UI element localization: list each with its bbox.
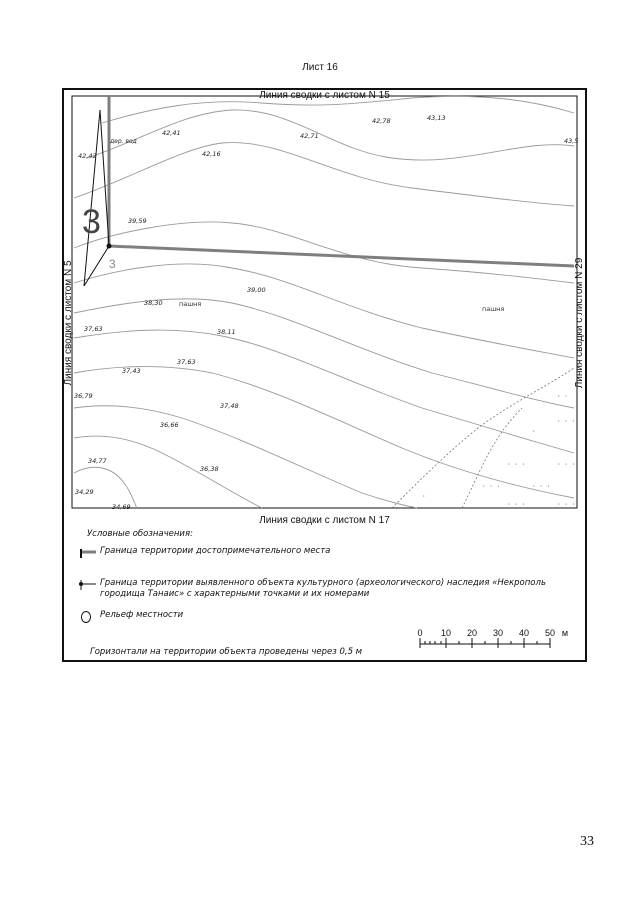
object-boundary-line bbox=[84, 110, 100, 286]
contour-line bbox=[74, 367, 574, 498]
vegetation-symbol: · · · bbox=[557, 501, 576, 508]
contour-line bbox=[74, 222, 574, 283]
object-boundary-line bbox=[84, 246, 109, 286]
elevation-label: 43,13 bbox=[427, 114, 446, 122]
elevation-label: 42,42 bbox=[78, 152, 97, 160]
boundary-object-icon bbox=[78, 577, 98, 591]
small-label: дер. вод bbox=[110, 138, 137, 145]
land-label: пашня bbox=[482, 305, 505, 313]
elevation-label: 34,69 bbox=[112, 503, 131, 511]
contour-line bbox=[87, 110, 574, 160]
legend-title: Условные обозначения: bbox=[87, 529, 193, 539]
contour-line bbox=[74, 436, 262, 508]
vegetation-symbol: · · · bbox=[532, 483, 551, 490]
boundary-landmark-icon bbox=[78, 545, 98, 559]
object-boundary bbox=[84, 110, 109, 286]
contour-line bbox=[74, 406, 417, 508]
scale-tick-label: 50 bbox=[544, 628, 556, 638]
edge-label-right: Линия сводки с листом N 29 bbox=[574, 257, 585, 389]
legend-item-text: Граница территории достопримечательного места bbox=[100, 546, 331, 556]
scale-bar bbox=[417, 628, 587, 652]
elevation-label: 36,79 bbox=[74, 392, 93, 400]
scale-tick-label: 0 bbox=[417, 628, 423, 638]
scale-tick-label: 40 bbox=[518, 628, 530, 638]
legend-item-text: Рельеф местности bbox=[100, 610, 184, 620]
elevation-label: 38,30 bbox=[144, 299, 163, 307]
elevation-label: 36,66 bbox=[160, 421, 179, 429]
elevation-label: 39,00 bbox=[247, 286, 266, 294]
page-number: 33 bbox=[580, 834, 594, 849]
vegetation-symbol: · · · bbox=[557, 418, 576, 425]
sheet-title: Лист 16 bbox=[302, 62, 338, 73]
vegetation-symbol: · bbox=[422, 493, 426, 500]
point-label: 3 bbox=[82, 203, 101, 241]
elevation-label: 34,77 bbox=[88, 457, 107, 465]
scale-tick-label: 20 bbox=[466, 628, 478, 638]
elevation-label: 37,48 bbox=[220, 402, 239, 410]
elevation-label: 34,29 bbox=[75, 488, 94, 496]
elevation-label: 42,16 bbox=[202, 150, 221, 158]
scale-tick-label: 10 bbox=[440, 628, 452, 638]
legend-item-text: Граница территории выявленного объекта культурного (археологического) наследия «Некрополь городища Танаис» с характерными точками и их номерами bbox=[100, 578, 546, 599]
contour-line bbox=[74, 330, 574, 453]
scale-bar-graphic bbox=[417, 628, 587, 650]
scale-unit: м bbox=[561, 628, 569, 638]
vegetation-symbol: · · · bbox=[557, 461, 576, 468]
contour-interval-note: Горизонтали на территории объекта проведены через 0,5 м bbox=[90, 647, 363, 657]
boundary-point bbox=[107, 244, 112, 249]
vegetation-symbol: · bbox=[532, 428, 536, 435]
edge-label-top: Линия сводки с листом N 15 bbox=[259, 90, 390, 101]
elevation-label: 42,78 bbox=[372, 117, 391, 125]
elevation-label: 39,59 bbox=[128, 217, 147, 225]
elevation-label: 38,11 bbox=[217, 328, 236, 336]
vegetation-symbol: · · bbox=[557, 393, 568, 400]
vegetation-symbol: · · · bbox=[507, 461, 526, 468]
elevation-label: 43,5 bbox=[564, 137, 579, 145]
land-label: пашня bbox=[179, 300, 202, 308]
elevation-label: 37,43 bbox=[122, 367, 141, 375]
vegetation-symbol: · · · bbox=[482, 483, 501, 490]
elevation-label: 36,38 bbox=[200, 465, 219, 473]
contour-line bbox=[74, 143, 574, 206]
point-label: 3 bbox=[109, 257, 116, 271]
map-canvas[interactable] bbox=[62, 88, 587, 518]
elevation-label: 37,63 bbox=[84, 325, 103, 333]
edge-label-bottom: Линия сводки с листом N 17 bbox=[259, 515, 390, 526]
contour-line bbox=[74, 299, 574, 408]
vegetation-symbol: · · · bbox=[507, 501, 526, 508]
vegetation-symbols bbox=[422, 393, 575, 508]
relief-contour-icon bbox=[78, 609, 98, 623]
edge-label-left: Линия сводки с листом N 5 bbox=[63, 260, 74, 386]
elevation-label: 42,41 bbox=[162, 129, 181, 137]
scale-tick-label: 30 bbox=[492, 628, 504, 638]
elevation-label: 42,71 bbox=[300, 132, 319, 140]
elevation-label: 37,63 bbox=[177, 358, 196, 366]
